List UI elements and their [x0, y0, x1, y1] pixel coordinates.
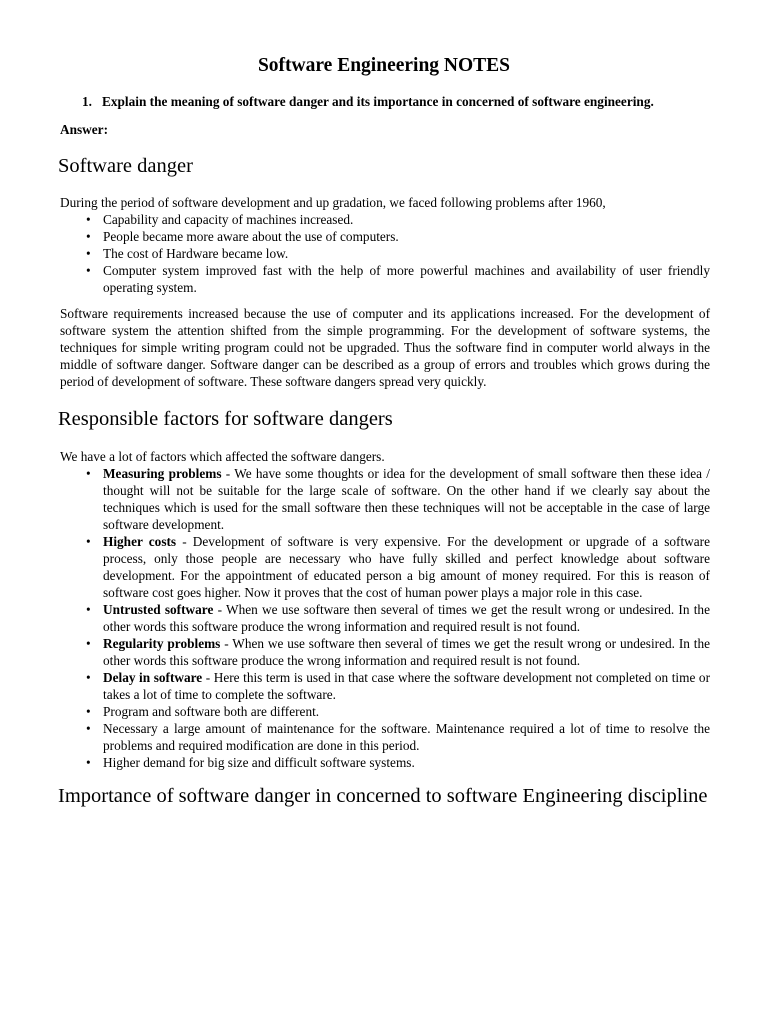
factors-bullets: [58, 465, 710, 771]
bullet-icon: •: [86, 755, 91, 770]
factors-intro: We have a lot of factors which affected the software dangers.: [60, 449, 385, 464]
factor-text: - When we use software then several of times we get the result wrong or undesired. In the other words this software produce the wrong information and required result is not found.: [103, 636, 710, 668]
factor-text: Necessary a large amount of maintenance for the software. Maintenance required a lot of time to resolve the problems and required modification are done in this period.: [103, 721, 710, 753]
heading-importance: Importance of software danger in concerned to software Engineering discipline: [58, 785, 708, 807]
software-danger-intro: During the period of software development and up gradation, we faced following problems after 1960,: [60, 195, 606, 210]
question-text: Explain the meaning of software danger and its importance in concerned of software engineering.: [102, 94, 654, 109]
list-item: [58, 245, 710, 262]
question-number: 1.: [82, 94, 92, 109]
list-item-text: Capability and capacity of machines increased.: [103, 212, 354, 227]
bullet-icon: •: [86, 534, 91, 549]
list-item-text: Computer system improved fast with the help of more powerful machines and availability of user friendly operating system.: [103, 263, 710, 295]
list-item: [58, 262, 710, 296]
document-title: Software Engineering NOTES: [257, 55, 511, 76]
list-item: [58, 465, 710, 533]
list-item: [58, 754, 710, 771]
list-item: [58, 211, 710, 228]
bullet-icon: •: [86, 246, 91, 261]
factor-term: Higher costs: [103, 534, 177, 549]
bullet-icon: •: [86, 670, 91, 685]
software-requirements-paragraph: Software requirements increased because the use of computer and its applications increased. For the development of software system the attention shifted from the simple programming. For the development of software systems, the techniques for simple writing program could not be upgraded. Thus the software find in computer world always in the middle of software danger. Software danger can be described as a group of errors and troubles which grows during the period of development of software. These software dangers spread very quickly.: [60, 306, 710, 389]
bullet-icon: •: [86, 704, 91, 719]
question-item: [58, 93, 710, 110]
factor-text: Program and software both are different.: [103, 704, 320, 719]
factor-term: Untrusted software: [103, 602, 214, 617]
bullet-icon: •: [86, 212, 91, 227]
list-item: [58, 601, 710, 635]
list-item-text: The cost of Hardware became low.: [103, 246, 289, 261]
factor-term: Measuring problems: [103, 466, 222, 481]
factor-term: Delay in software: [103, 670, 203, 685]
list-item: [58, 533, 710, 601]
list-item: [58, 635, 710, 669]
bullet-icon: •: [86, 263, 91, 278]
factor-text: - We have some thoughts or idea for the development of small software then these idea / thought will not be suitable for the large scale of software. On the other hand if we clearly say about the techniques which is used for the small software then these techniques will not be acceptable in the case of large software development.: [103, 466, 710, 532]
heading-software-danger: Software danger: [58, 155, 193, 177]
factor-text: - Development of software is very expensive. For the development or upgrade of a software process, only those people are necessary who have fully skilled and perfect knowledge about software development. For the appointment of educated person a big amount of money required. For this is reason of software cost goes higher. Now it proves that the cost of human power plays a major role in this case.: [103, 534, 711, 600]
list-item: [58, 669, 710, 703]
list-item: [58, 228, 710, 245]
list-item: [58, 720, 710, 754]
question-list: [58, 93, 710, 110]
factor-term: Regularity problems: [103, 636, 221, 651]
factor-text: Higher demand for big size and difficult software systems.: [103, 755, 415, 770]
bullet-icon: •: [86, 229, 91, 244]
answer-label: Answer:: [60, 122, 109, 137]
factor-text: - Here this term is used in that case where the software development not completed on time or takes a lot of time to complete the software.: [103, 670, 710, 702]
bullet-icon: •: [86, 721, 91, 736]
heading-responsible-factors: Responsible factors for software dangers: [58, 408, 393, 430]
factor-text: - When we use software then several of times we get the result wrong or undesired. In the other words this software produce the wrong information and required result is not found.: [103, 602, 710, 634]
bullet-icon: •: [86, 466, 91, 481]
bullet-icon: •: [86, 602, 91, 617]
list-item-text: People became more aware about the use of computers.: [103, 229, 399, 244]
bullet-icon: •: [86, 636, 91, 651]
list-item: [58, 703, 710, 720]
software-danger-bullets: [58, 211, 710, 296]
